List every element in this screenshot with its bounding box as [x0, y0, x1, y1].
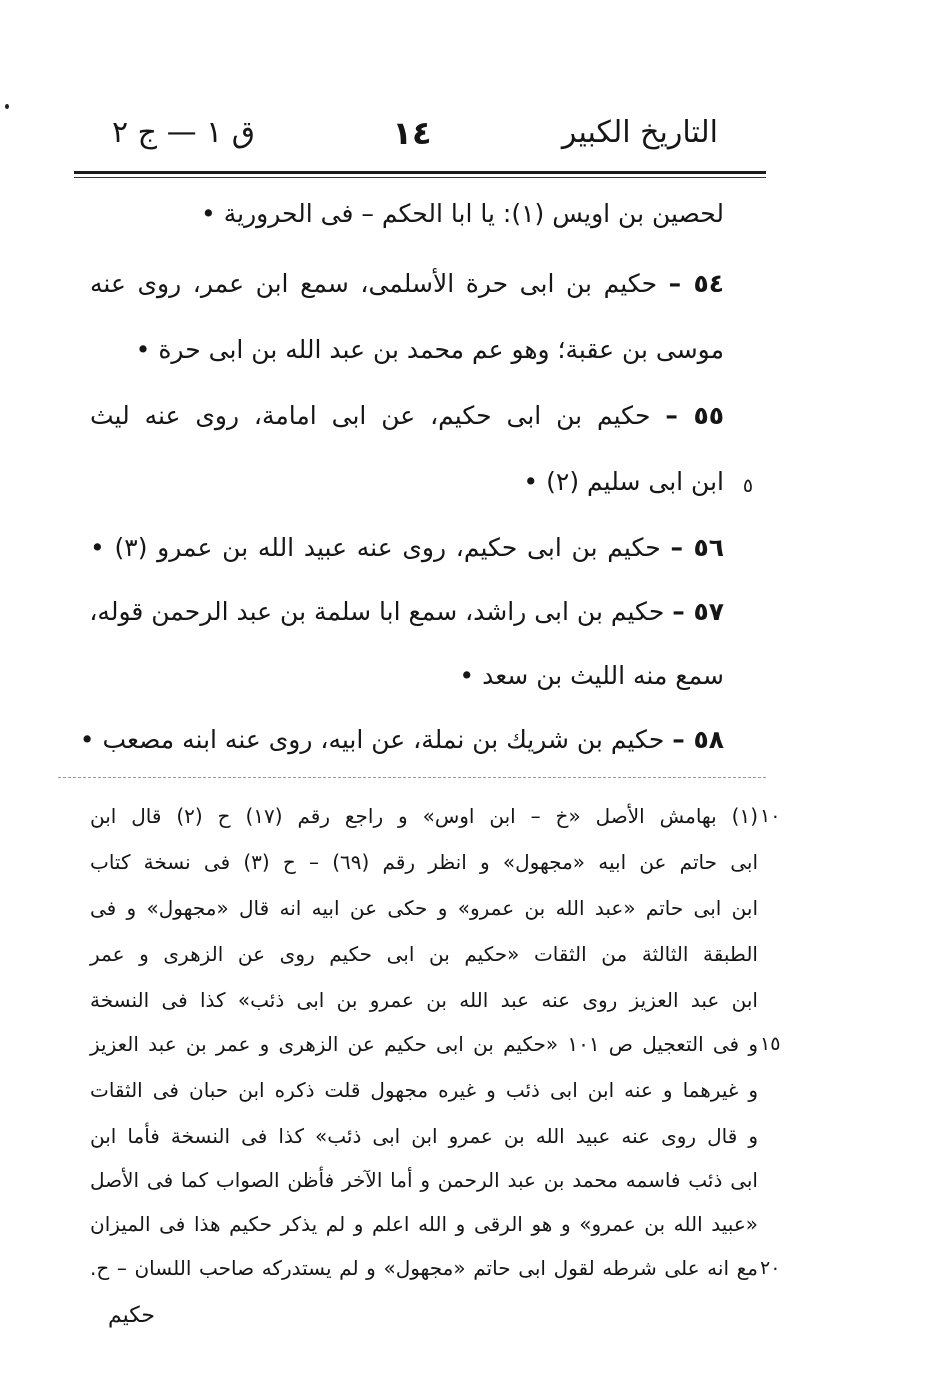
- footnote-line-4: الطبقة الثالثة من الثقات «حكيم بن ابى حكيم روى عن الزهرى و عمر: [90, 942, 758, 966]
- entry-55-line-1: [90, 396, 724, 436]
- entry-56-line: [90, 528, 724, 568]
- entry-number-56: ٥٦ –: [670, 533, 724, 562]
- line-number-5: ٥: [742, 475, 754, 497]
- entry-number-55: ٥٥ –: [665, 401, 724, 430]
- footnote-line-6: و فى التعجيل ص ١٠١ «حكيم بن ابى حكيم عن الزهرى و عمر بن عبد العزيز: [90, 1032, 758, 1056]
- entry-56-text: حكيم بن ابى حكيم، روى عنه عبيد الله بن عمرو (٣) •: [90, 533, 661, 562]
- header-rule-thick: [74, 171, 766, 174]
- entry-54-line-1: [90, 264, 724, 304]
- catchword: حكيم: [108, 1303, 156, 1328]
- line-number-15: ١٥: [760, 1033, 781, 1055]
- footnote-separator: [58, 777, 766, 778]
- entry-58-line: [79, 720, 724, 760]
- entry-57-text: حكيم بن ابى راشد، سمع ابا سلمة بن عبد الرحمن قوله،: [89, 597, 665, 626]
- line-number-20: ٢٠: [760, 1257, 781, 1279]
- line-number-10: ١٠: [760, 805, 781, 827]
- continuation-line: لحصين بن اويس (١): يا ابا الحكم – فى الحرورية •: [201, 199, 724, 228]
- entry-number-57: ٥٧ –: [672, 597, 724, 626]
- footnote-line-3: ابن ابى حاتم «عبد الله بن عمرو» و حكى عن ابيه انه قال «مجهول» و فى: [90, 896, 758, 920]
- footnote-line-1: (١) بهامش الأصل «خ – ابن اوس» و راجع رقم (١٧) ح (٢) قال ابن: [90, 804, 758, 828]
- footnote-line-9: ابى ذئب فاسمه محمد بن عبد الرحمن و أما الآخر فأظن الصواب كما فى الأصل: [90, 1168, 758, 1192]
- running-title: التاريخ الكبير: [561, 115, 718, 150]
- entry-55-text: حكيم بن ابى حكيم، عن ابى امامة، روى عنه ليث: [90, 401, 651, 430]
- entry-57-line-1: [90, 592, 724, 632]
- entry-number-58: ٥٨ –: [672, 725, 724, 754]
- entry-54-text: حكيم بن ابى حرة الأسلمى، سمع ابن عمر، روى عنه: [90, 269, 658, 298]
- entry-54-line-2: موسى بن عقبة؛ وهو عم محمد بن عبد الله بن ابى حرة •: [135, 335, 724, 364]
- entry-57-line-2: سمع منه الليث بن سعد •: [459, 661, 724, 690]
- footnote-line-2: ابى حاتم عن ابيه «مجهول» و انظر رقم (٦٩) – ح (٣) فى نسخة كتاب: [90, 850, 759, 874]
- footnote-line-7: و غيرهما و عنه ابن ابى ذئب و غيره مجهول قلت ذكره ابن حبان فى الثقات: [90, 1078, 758, 1102]
- footnote-line-5: ابن عبد العزيز روى عنه عبد الله بن عمرو بن ابى ذئب» كذا فى النسخة: [90, 988, 758, 1012]
- entry-58-text: حكيم بن شريك بن نملة، عن ابيه، روى عنه ابنه مصعب •: [79, 725, 665, 754]
- stray-ink-dot: [5, 104, 9, 109]
- footnote-line-8: و قال روى عنه عبيد الله بن عمرو ابن ابى ذئب» كذا فى النسخة فأما ابن: [90, 1124, 758, 1148]
- footnote-line-10: «عبيد الله بن عمرو» و هو الرقى و الله اعلم و لم يذكر حكيم هذا فى الميزان: [90, 1212, 758, 1236]
- entry-55-line-2: ابن ابى سليم (٢) •: [523, 467, 724, 496]
- volume-marker: ق ١ — ج ٢: [112, 115, 256, 150]
- footnote-line-11: مع انه على شرطه لقول ابى حاتم «مجهول» و لم يستدركه صاحب اللسان – ح.: [90, 1256, 758, 1280]
- page-number: ١٤: [392, 114, 432, 152]
- header-rule-thin: [74, 177, 766, 178]
- entry-number-54: ٥٤ –: [668, 269, 724, 298]
